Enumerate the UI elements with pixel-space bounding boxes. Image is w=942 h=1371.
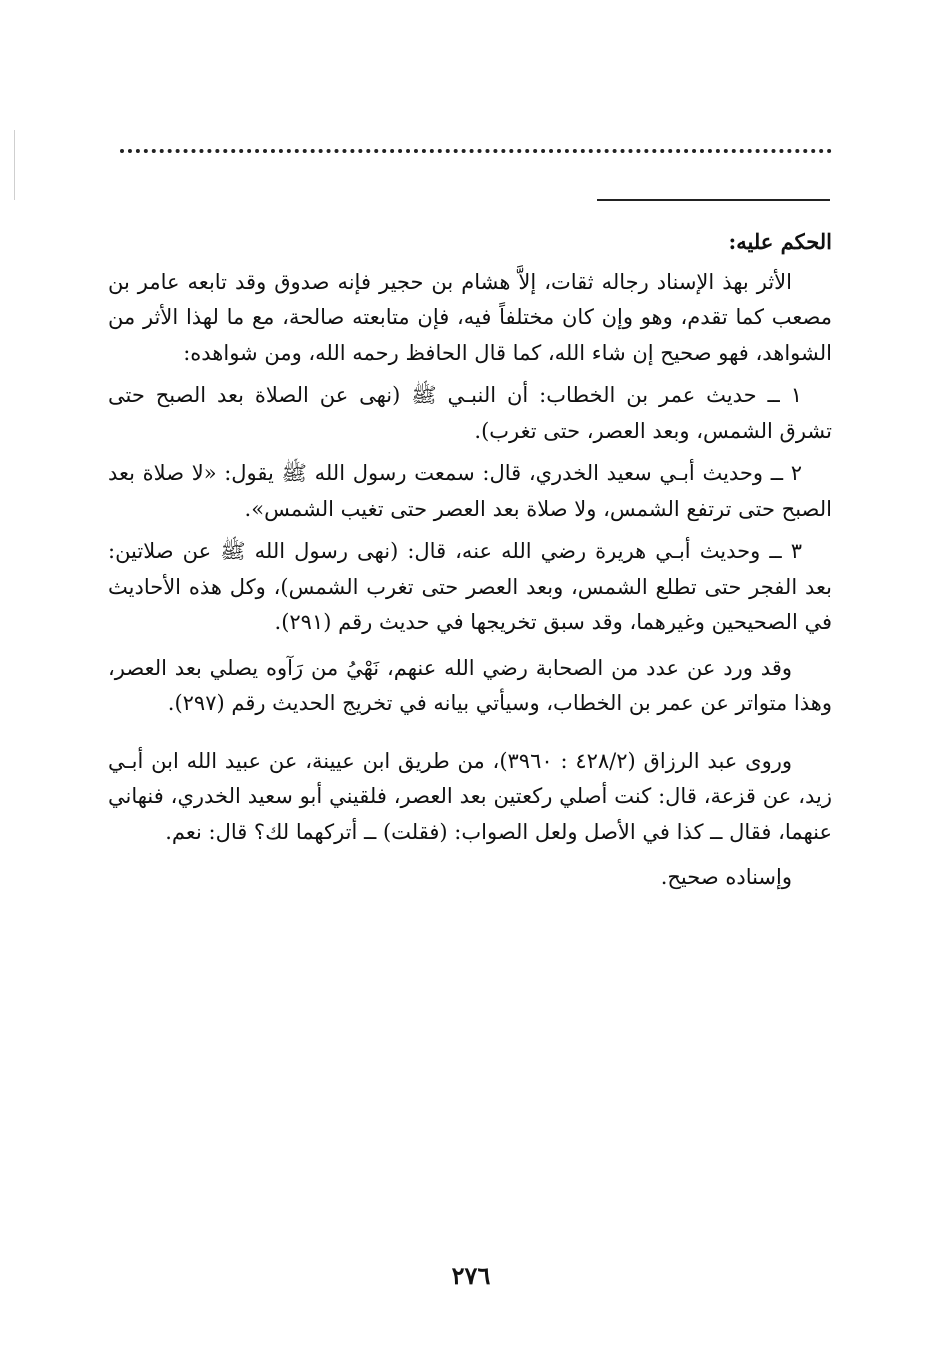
- section-heading: الحكم عليه:: [728, 229, 832, 254]
- paragraph-evidence-2: ٢ ــ وحديث أبـي سعيد الخدري، قال: سمعت رسول الله ﷺ يقول: «لا صلاة بعد الصبح حتى ترتفع الشمس، ولا صلاة بعد العصر حتى تغيب الشمس».: [108, 461, 832, 521]
- paragraph-companions: وقد ورد عن عدد من الصحابة رضي الله عنهم، نَهْيُ من رَآوه يصلي بعد العصر، وهذا متواتر عن عمر بن الخطاب، وسيأتي بيانه في تخريج الحديث رقم (٢٩٧).: [108, 655, 832, 715]
- paragraph-ruling: الأثر بهذ الإسناد رجاله ثقات، إلاَّ هشام بن حجير فإنه صدوق وقد تابعه عامر بن مصعب كما تقدم، وهو وإن كان مختلفاً فيه، فإن متابعته صالحة، مع ما لهذا الأثر من الشواهد، فهو صحيح إن شاء الله، كما قال الحافظ رحمه الله، ومن شواهده:: [108, 269, 832, 365]
- scan-edge-mark: [14, 130, 15, 200]
- paragraph-isnad-verdict: وإسناده صحيح.: [660, 865, 792, 889]
- page-body: [108, 224, 832, 896]
- paragraph-abdulrazzaq: وروى عبد الرزاق (٤٢٨/٢ : ٣٩٦٠)، من طريق ابن عيينة، عن عبيد الله ابن أبـي زيد، عن قزعة، قال: كنت أصلي ركعتين بعد العصر، فلقيني أبو سعيد الخدري، فنهاني عنهما، فقال ــ كذا في الأصل ولعل الصواب: (فقلت) ــ أتركهما لك؟ قال: نعم.: [108, 748, 832, 844]
- paragraph-evidence-3: ٣ ــ وحديث أبـي هريرة رضي الله عنه، قال: (نهى رسول الله ﷺ عن صلاتين: بعد الفجر حتى تطلع الشمس، وبعد العصر حتى تغرب الشمس)، وكل هذه الأحاديث في الصحيحين وغيرهما، وقد سبق تخريجها في حديث رقم (٢٩١).: [108, 539, 832, 634]
- page-number: ٢٧٦: [451, 1261, 491, 1290]
- paragraph-evidence-1: ١ ــ حديث عمر بن الخطاب: أن النبـي ﷺ (نهى عن الصلاة بعد الصبح حتى تشرق الشمس، وبعد العصر، حتى تغرب).: [108, 383, 832, 443]
- dotted-separator: [120, 149, 832, 153]
- footnote-separator-rule: [597, 199, 830, 201]
